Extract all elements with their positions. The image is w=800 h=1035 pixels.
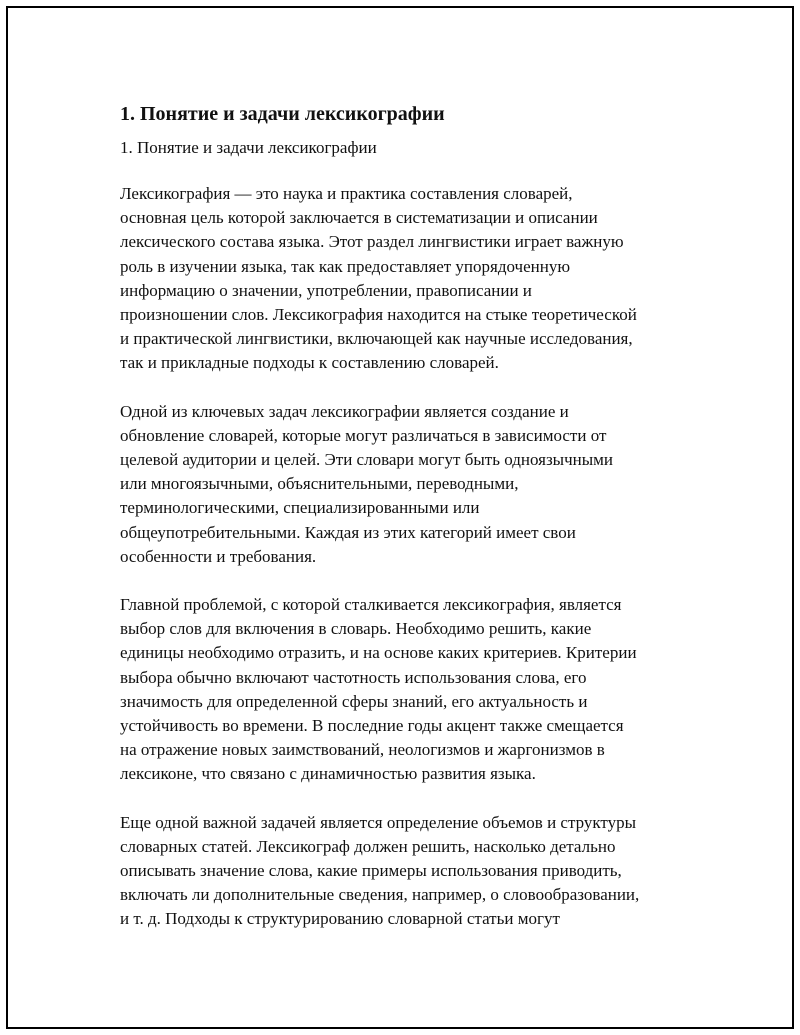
paragraph-line: словарных статей. Лексикограф должен решить, насколько детально (120, 836, 616, 856)
document-subheading: 1. Понятие и задачи лексикографии (120, 138, 377, 157)
paragraph-line: и т. д. Подходы к структурированию словарной статьи могут (120, 909, 560, 929)
paragraph-line: роль в изучении языка, так как предоставляет упорядоченную (120, 256, 571, 276)
paragraph-line: произношении слов. Лексикография находится на стыке теоретической (120, 305, 637, 325)
paragraph-list (120, 182, 692, 932)
paragraph (120, 811, 692, 932)
paragraph (120, 593, 692, 787)
document-body (120, 100, 692, 956)
paragraph-line: лексиконе, что связано с динамичностью развития языка. (120, 764, 536, 784)
paragraph (120, 182, 692, 376)
paragraph-line: единицы необходимо отразить, и на основе каких критериев. Критерии (120, 643, 637, 663)
paragraph-line: на отражение новых заимствований, неологизмов и жаргонизмов в (120, 740, 605, 760)
paragraph-line: целевой аудитории и целей. Эти словари могут быть одноязычными (120, 450, 614, 470)
paragraph-line: устойчивость во времени. В последние годы акцент также смещается (120, 716, 624, 736)
paragraph-line: Еще одной важной задачей является определение объемов и структуры (120, 812, 637, 832)
paragraph (120, 400, 692, 569)
paragraph-line: основная цель которой заключается в систематизации и описании (120, 208, 598, 228)
paragraph-line: Лексикография — это наука и практика составления словарей, (120, 184, 573, 203)
paragraph-line: Одной из ключевых задач лексикографии является создание и (120, 401, 569, 421)
paragraph-line: выбора обычно включают частотность использования слова, его (120, 667, 587, 687)
paragraph-line: и практической лингвистики, включающей как научные исследования, (120, 329, 633, 349)
paragraph-line: особенности и требования. (120, 546, 317, 566)
paragraph-line: общеупотребительными. Каждая из этих категорий имеет свои (120, 522, 576, 542)
paragraph-line: терминологическими, специализированными или (120, 498, 480, 518)
document-page (6, 6, 794, 1029)
paragraph-line: Главной проблемой, с которой сталкивается лексикография, является (120, 595, 622, 615)
paragraph-line: или многоязычными, объяснительными, переводными, (120, 474, 519, 494)
paragraph-line: лексического состава языка. Этот раздел лингвистики играет важную (120, 232, 624, 252)
paragraph-line: информацию о значении, употреблении, правописании и (120, 280, 532, 300)
document-heading: 1. Понятие и задачи лексикографии (120, 103, 445, 125)
paragraph-line: выбор слов для включения в словарь. Необходимо решить, какие (120, 619, 592, 639)
paragraph-line: значимость для определенной сферы знаний, его актуальность и (120, 691, 588, 711)
paragraph-line: включать ли дополнительные сведения, например, о словообразовании, (120, 885, 640, 905)
paragraph-line: описывать значение слова, какие примеры использования приводить, (120, 861, 622, 881)
paragraph-line: обновление словарей, которые могут различаться в зависимости от (120, 425, 607, 445)
paragraph-line: так и прикладные подходы к составлению словарей. (120, 353, 499, 373)
